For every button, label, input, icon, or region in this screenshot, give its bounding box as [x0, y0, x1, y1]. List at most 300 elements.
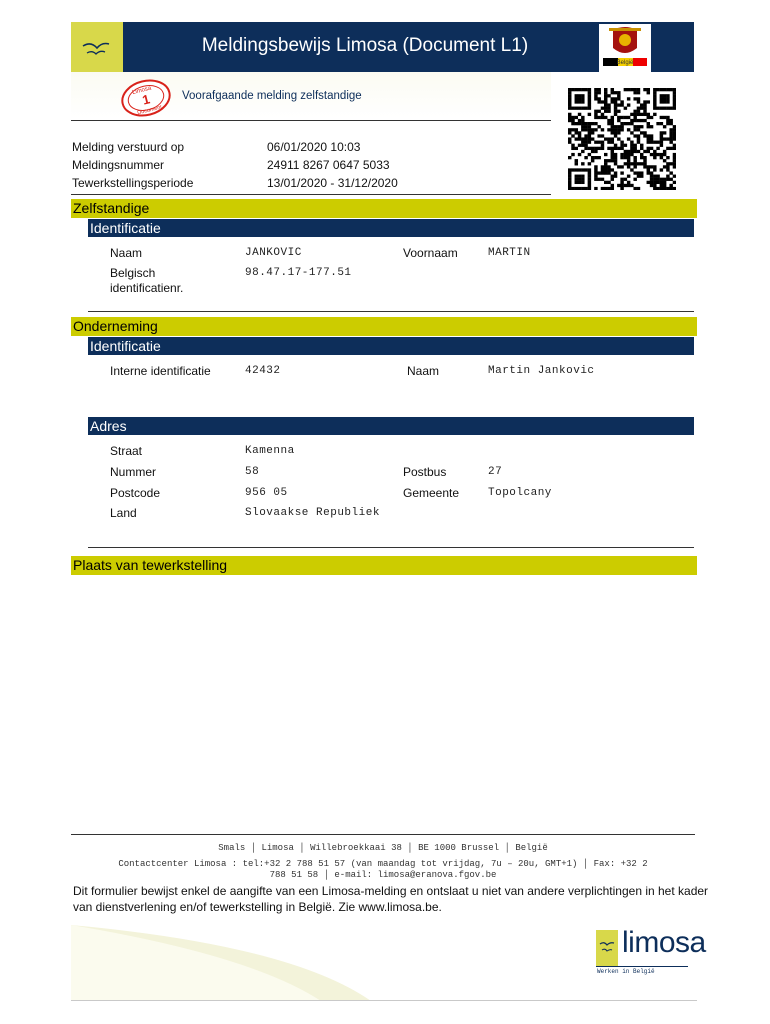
qr-module	[653, 103, 656, 106]
qr-module	[581, 150, 584, 153]
qr-module	[581, 144, 584, 147]
qr-module	[607, 171, 610, 174]
qr-module	[624, 144, 627, 147]
qr-module	[584, 137, 587, 140]
qr-module	[588, 141, 591, 144]
qr-module	[611, 100, 614, 103]
qr-module	[666, 147, 669, 150]
qr-module	[617, 91, 620, 94]
qr-module	[597, 156, 600, 159]
qr-module	[617, 97, 620, 100]
qr-module	[660, 131, 663, 134]
qr-module	[673, 165, 676, 168]
qr-module	[663, 165, 666, 168]
qr-module	[647, 113, 650, 116]
qr-module	[594, 110, 597, 113]
qr-module	[601, 116, 604, 119]
qr-module	[637, 128, 640, 131]
qr-module	[604, 116, 607, 119]
qr-module	[578, 187, 581, 190]
voornaam-label: Voornaam	[403, 246, 458, 260]
qr-module	[673, 162, 676, 165]
qr-module	[627, 128, 630, 131]
bird-icon	[71, 22, 123, 72]
qr-module	[578, 119, 581, 122]
sent-value: 06/01/2020 10:03	[267, 140, 361, 154]
qr-module	[571, 107, 574, 110]
qr-module	[607, 147, 610, 150]
qr-module	[653, 94, 656, 97]
qr-module	[653, 184, 656, 187]
qr-module	[656, 147, 659, 150]
qr-module	[604, 187, 607, 190]
voornaam-value: MARTIN	[488, 247, 531, 259]
footer-contact-line2: 788 51 58 │ e-mail: limosa@eranova.fgov.be	[269, 870, 497, 880]
qr-module	[607, 128, 610, 131]
qr-module	[663, 94, 666, 97]
qr-module	[611, 187, 614, 190]
qr-module	[643, 131, 646, 134]
qr-module	[571, 134, 574, 137]
qr-module	[663, 131, 666, 134]
qr-module	[650, 165, 653, 168]
qr-module	[673, 97, 676, 100]
qr-module	[643, 156, 646, 159]
qr-module	[620, 103, 623, 106]
qr-module	[633, 162, 636, 165]
qr-module	[588, 97, 591, 100]
qr-module	[656, 178, 659, 181]
qr-module	[630, 162, 633, 165]
qr-module	[656, 175, 659, 178]
brand-tagline: Werken in België	[597, 968, 655, 975]
qr-module	[614, 125, 617, 128]
qr-module	[571, 144, 574, 147]
qr-module	[624, 122, 627, 125]
qr-module	[633, 119, 636, 122]
qr-module	[604, 159, 607, 162]
qr-module	[594, 113, 597, 116]
qr-module	[627, 97, 630, 100]
qr-module	[660, 97, 663, 100]
notification-type: Voorafgaande melding zelfstandige	[182, 90, 362, 102]
qr-module	[656, 88, 659, 91]
qr-module	[611, 159, 614, 162]
qr-module	[647, 122, 650, 125]
qr-module	[640, 175, 643, 178]
qr-module	[614, 171, 617, 174]
qr-module	[571, 88, 574, 91]
qr-module	[614, 131, 617, 134]
qr-module	[650, 134, 653, 137]
qr-module	[640, 156, 643, 159]
qr-module	[624, 156, 627, 159]
qr-module	[588, 107, 591, 110]
qr-module	[588, 137, 591, 140]
qr-module	[611, 168, 614, 171]
qr-module	[594, 147, 597, 150]
qr-module	[611, 116, 614, 119]
qr-module	[601, 144, 604, 147]
company-naam-value: Martin Jankovic	[488, 365, 595, 377]
qr-module	[594, 141, 597, 144]
qr-module	[643, 100, 646, 103]
qr-module	[601, 100, 604, 103]
qr-module	[653, 178, 656, 181]
qr-module	[633, 110, 636, 113]
subsection-header-identificatie	[88, 219, 694, 237]
id-label-line2: identificatienr.	[110, 281, 184, 295]
qr-module	[650, 147, 653, 150]
qr-module	[660, 168, 663, 171]
qr-module	[607, 107, 610, 110]
qr-module	[604, 153, 607, 156]
qr-module	[614, 91, 617, 94]
qr-code	[568, 88, 676, 190]
qr-module	[617, 131, 620, 134]
qr-module	[620, 165, 623, 168]
id-label-line1: Belgisch	[110, 266, 156, 280]
qr-module	[568, 187, 571, 190]
qr-module	[650, 141, 653, 144]
qr-module	[584, 88, 587, 91]
badge-bottom-text: Document	[136, 104, 163, 117]
qr-module	[614, 113, 617, 116]
qr-module	[637, 171, 640, 174]
naam-label: Naam	[110, 246, 143, 260]
qr-module	[568, 113, 571, 116]
qr-module	[594, 165, 597, 168]
period-label: Tewerkstellingsperiode	[72, 176, 194, 190]
qr-module	[604, 91, 607, 94]
qr-module	[653, 175, 656, 178]
qr-module	[633, 187, 636, 190]
qr-module	[584, 147, 587, 150]
qr-module	[620, 116, 623, 119]
gemeente-label: Gemeente	[403, 486, 460, 500]
qr-module	[637, 150, 640, 153]
qr-module	[663, 184, 666, 187]
qr-module	[591, 122, 594, 125]
qr-module	[578, 94, 581, 97]
qr-module	[597, 178, 600, 181]
qr-module	[594, 168, 597, 171]
nummer-label: Nummer	[110, 465, 157, 479]
qr-module	[568, 184, 571, 187]
qr-module	[633, 88, 636, 91]
l1-stamp-icon	[118, 77, 174, 119]
qr-module	[581, 175, 584, 178]
qr-module	[581, 141, 584, 144]
qr-module	[660, 88, 663, 91]
qr-module	[568, 178, 571, 181]
qr-module	[568, 94, 571, 97]
footer-address: Smals │ Limosa │ Willebroekkaai 38 │ BE 1000 Brussel │ België	[218, 843, 548, 853]
qr-module	[666, 175, 669, 178]
qr-module	[591, 137, 594, 140]
qr-module	[624, 153, 627, 156]
qr-module	[614, 162, 617, 165]
qr-module	[617, 165, 620, 168]
qr-module	[637, 187, 640, 190]
qr-module	[578, 107, 581, 110]
qr-module	[633, 159, 636, 162]
qr-module	[568, 119, 571, 122]
qr-module	[601, 187, 604, 190]
qr-module	[594, 150, 597, 153]
qr-module	[637, 107, 640, 110]
qr-module	[673, 103, 676, 106]
qr-module	[611, 122, 614, 125]
qr-module	[643, 134, 646, 137]
qr-module	[633, 156, 636, 159]
qr-module	[637, 113, 640, 116]
qr-module	[614, 147, 617, 150]
qr-module	[611, 150, 614, 153]
divider	[88, 311, 694, 312]
qr-module	[666, 137, 669, 140]
qr-module	[614, 128, 617, 131]
postcode-label: Postcode	[110, 486, 161, 500]
intern-id-label: Interne identificatie	[110, 364, 211, 378]
straat-value: Kamenna	[245, 445, 295, 457]
qr-module	[666, 165, 669, 168]
qr-module	[647, 147, 650, 150]
qr-module	[660, 153, 663, 156]
qr-module	[568, 141, 571, 144]
qr-module	[578, 113, 581, 116]
qr-module	[666, 156, 669, 159]
qr-module	[575, 162, 578, 165]
qr-module	[673, 131, 676, 134]
qr-module	[673, 181, 676, 184]
qr-module	[611, 184, 614, 187]
qr-module	[624, 107, 627, 110]
qr-module	[630, 153, 633, 156]
qr-module	[594, 122, 597, 125]
qr-module	[673, 175, 676, 178]
sent-label: Melding verstuurd op	[72, 140, 185, 154]
qr-module	[581, 122, 584, 125]
qr-module	[575, 168, 578, 171]
qr-module	[673, 159, 676, 162]
qr-module	[607, 94, 610, 97]
qr-module	[627, 116, 630, 119]
qr-module	[650, 184, 653, 187]
qr-module	[617, 119, 620, 122]
qr-module	[607, 168, 610, 171]
qr-module	[640, 131, 643, 134]
qr-module	[650, 116, 653, 119]
qr-module	[633, 147, 636, 150]
qr-module	[669, 131, 672, 134]
qr-module	[669, 141, 672, 144]
qr-module	[611, 128, 614, 131]
qr-module	[620, 141, 623, 144]
qr-module	[575, 88, 578, 91]
qr-module	[673, 156, 676, 159]
qr-module	[578, 131, 581, 134]
limosa-bird-logo	[71, 22, 123, 72]
qr-module	[578, 88, 581, 91]
qr-module	[614, 156, 617, 159]
qr-module	[647, 100, 650, 103]
qr-module	[653, 153, 656, 156]
land-value: Slovaakse Republiek	[245, 507, 380, 519]
qr-module	[575, 122, 578, 125]
qr-module	[575, 147, 578, 150]
qr-module	[588, 122, 591, 125]
qr-module	[588, 181, 591, 184]
qr-module	[633, 134, 636, 137]
qr-module	[666, 100, 669, 103]
qr-module	[656, 107, 659, 110]
qr-module	[666, 168, 669, 171]
qr-module	[633, 91, 636, 94]
qr-module	[568, 168, 571, 171]
section-header-plaats	[71, 556, 697, 575]
qr-module	[604, 168, 607, 171]
qr-module	[588, 94, 591, 97]
qr-module	[578, 178, 581, 181]
qr-module	[669, 162, 672, 165]
qr-module	[578, 137, 581, 140]
qr-module	[581, 116, 584, 119]
qr-module	[663, 150, 666, 153]
qr-module	[647, 171, 650, 174]
qr-module	[617, 110, 620, 113]
qr-module	[637, 141, 640, 144]
qr-module	[614, 175, 617, 178]
qr-module	[630, 119, 633, 122]
naam-value: JANKOVIC	[245, 247, 302, 259]
qr-module	[584, 156, 587, 159]
qr-module	[597, 100, 600, 103]
qr-module	[588, 125, 591, 128]
section-title: Plaats van tewerkstelling	[73, 557, 228, 573]
qr-module	[624, 150, 627, 153]
qr-module	[669, 134, 672, 137]
qr-module	[640, 147, 643, 150]
qr-module	[578, 122, 581, 125]
qr-module	[588, 147, 591, 150]
qr-module	[640, 103, 643, 106]
qr-module	[663, 107, 666, 110]
qr-module	[643, 165, 646, 168]
qr-module	[614, 100, 617, 103]
qr-module	[643, 107, 646, 110]
qr-module	[673, 125, 676, 128]
qr-module	[673, 107, 676, 110]
document-l1-badge	[118, 77, 174, 119]
qr-module	[627, 159, 630, 162]
qr-module	[640, 125, 643, 128]
qr-module	[594, 128, 597, 131]
qr-module	[647, 165, 650, 168]
qr-module	[663, 97, 666, 100]
qr-module	[663, 181, 666, 184]
qr-module	[643, 159, 646, 162]
qr-module	[617, 116, 620, 119]
qr-module	[643, 88, 646, 91]
qr-module	[588, 131, 591, 134]
qr-module	[607, 187, 610, 190]
qr-module	[673, 88, 676, 91]
qr-module	[660, 178, 663, 181]
qr-module	[588, 91, 591, 94]
qr-module	[584, 128, 587, 131]
number-value: 24911 8267 0647 5033	[267, 158, 390, 172]
qr-module	[604, 107, 607, 110]
qr-module	[660, 107, 663, 110]
qr-module	[656, 122, 659, 125]
qr-module	[607, 119, 610, 122]
qr-module	[575, 116, 578, 119]
qr-module	[581, 178, 584, 181]
qr-module	[571, 116, 574, 119]
qr-module	[597, 141, 600, 144]
qr-module	[666, 162, 669, 165]
qr-module	[637, 162, 640, 165]
qr-module	[640, 144, 643, 147]
qr-module	[581, 162, 584, 165]
qr-module	[620, 128, 623, 131]
qr-module	[614, 103, 617, 106]
qr-module	[594, 175, 597, 178]
qr-module	[666, 97, 669, 100]
qr-module	[604, 171, 607, 174]
postbus-value: 27	[488, 466, 503, 478]
qr-module	[575, 94, 578, 97]
qr-module	[597, 125, 600, 128]
qr-module	[591, 131, 594, 134]
qr-module	[588, 171, 591, 174]
qr-module	[660, 184, 663, 187]
qr-module	[581, 125, 584, 128]
qr-module	[650, 175, 653, 178]
qr-module	[568, 156, 571, 159]
qr-module	[617, 128, 620, 131]
qr-module	[653, 91, 656, 94]
qr-module	[660, 187, 663, 190]
qr-module	[611, 91, 614, 94]
qr-module	[640, 171, 643, 174]
qr-module	[591, 156, 594, 159]
qr-module	[627, 103, 630, 106]
qr-module	[588, 162, 591, 165]
qr-module	[637, 134, 640, 137]
qr-module	[594, 91, 597, 94]
subsection-header-identificatie	[88, 337, 694, 355]
qr-module	[611, 178, 614, 181]
qr-module	[669, 128, 672, 131]
qr-module	[594, 88, 597, 91]
qr-module	[627, 137, 630, 140]
qr-module	[637, 119, 640, 122]
qr-module	[597, 116, 600, 119]
qr-module	[597, 97, 600, 100]
subsection-title: Identificatie	[90, 220, 161, 236]
qr-module	[581, 119, 584, 122]
qr-module	[611, 156, 614, 159]
qr-module	[647, 137, 650, 140]
subsection-title: Adres	[90, 418, 127, 434]
qr-module	[575, 128, 578, 131]
qr-module	[591, 150, 594, 153]
qr-module	[630, 144, 633, 147]
qr-module	[653, 168, 656, 171]
qr-module	[669, 171, 672, 174]
